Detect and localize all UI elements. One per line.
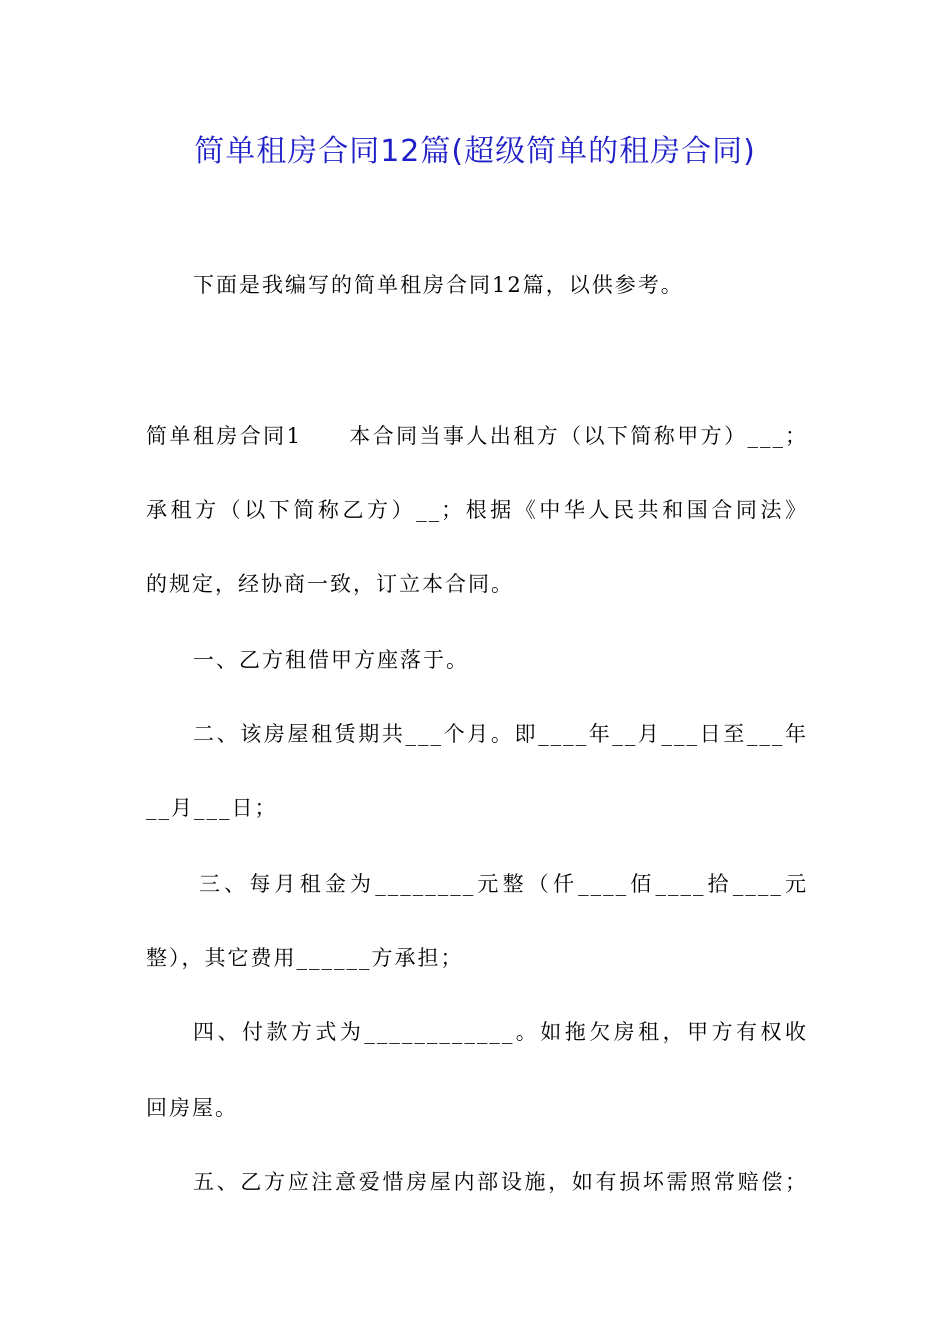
clause-5: 五、乙方应注意爱惜房屋内部设施，如有损坏需照常赔偿； <box>193 1170 808 1194</box>
clause-3: 三、每月租金为________元整（仟____佰____拾____元 <box>199 872 808 896</box>
clause-2: 二、该房屋租赁期共___个月。即____年__月___日至___年 <box>193 722 808 746</box>
clause-1: 一、乙方租借甲方座落于。 <box>193 648 469 672</box>
intro-paragraph: 下面是我编写的简单租房合同12篇，以供参考。 <box>193 273 684 297</box>
document-title: 简单租房合同12篇(超级简单的租房合同) <box>194 134 756 169</box>
clause-2-continued: __月___日； <box>146 796 278 820</box>
clause-3-continued: 整），其它费用______方承担； <box>146 946 464 970</box>
clause-4: 四、付款方式为____________。如拖欠房租，甲方有权收 <box>193 1020 808 1044</box>
contract-line-1: 简单租房合同1 本合同当事人出租方（以下简称甲方）___； <box>146 424 808 448</box>
contract-line-3: 的规定，经协商一致，订立本合同。 <box>146 572 514 596</box>
clause-4-continued: 回房屋。 <box>146 1096 238 1120</box>
contract-line-2: 承租方（以下简称乙方）__；根据《中华人民共和国合同法》 <box>146 498 808 522</box>
